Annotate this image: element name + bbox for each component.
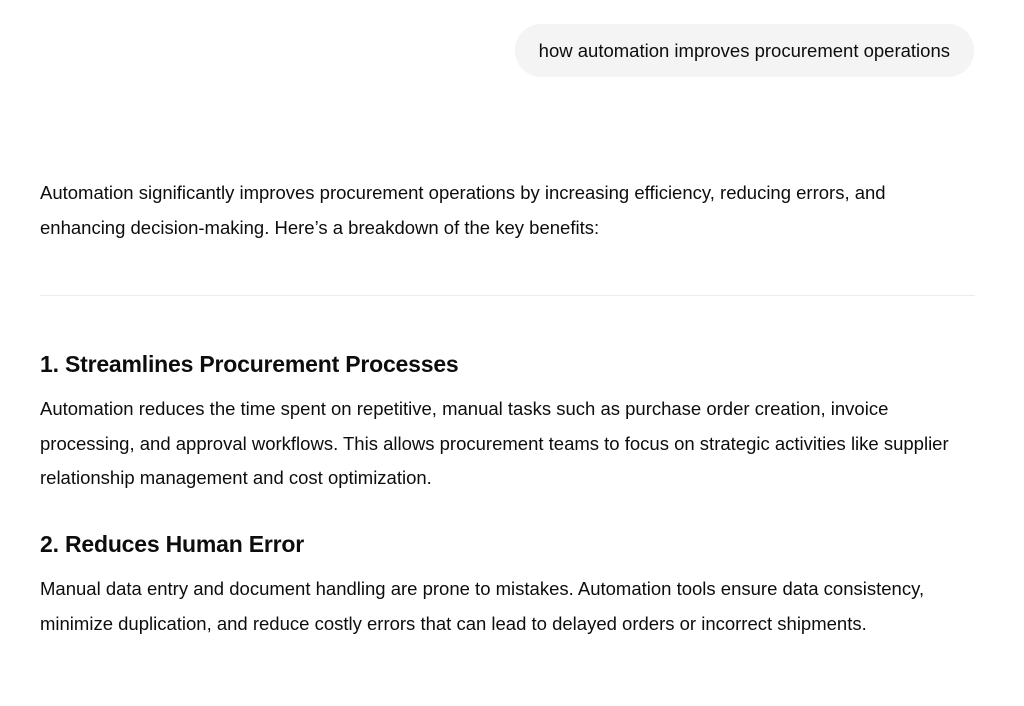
- section-heading: 2. Reduces Human Error: [40, 531, 305, 557]
- section-divider: [40, 295, 975, 296]
- section-streamlines-processes: [40, 348, 975, 496]
- user-message-text: how automation improves procurement operations: [538, 39, 950, 61]
- section-reduces-human-error: [40, 528, 975, 641]
- section-body: Manual data entry and document handling are prone to mistakes. Automation tools ensure data consistency, minimize duplication, and reduce costly errors that can lead to delayed orders or incorrect shipments.: [40, 578, 925, 634]
- assistant-message: [40, 176, 975, 634]
- section-body: Automation reduces the time spent on repetitive, manual tasks such as purchase order creation, invoice processing, and approval workflows. This allows procurement teams to focus on strategic activities like supplier relationship management and cost optimization.: [40, 398, 949, 488]
- user-message-bubble: [515, 24, 974, 77]
- section-heading: 1. Streamlines Procurement Processes: [40, 351, 459, 377]
- assistant-intro-text: Automation significantly improves procurement operations by increasing efficiency, reducing errors, and enhancing decision-making. Here’s a breakdown of the key benefits:: [40, 182, 886, 238]
- user-message-row: [515, 24, 974, 77]
